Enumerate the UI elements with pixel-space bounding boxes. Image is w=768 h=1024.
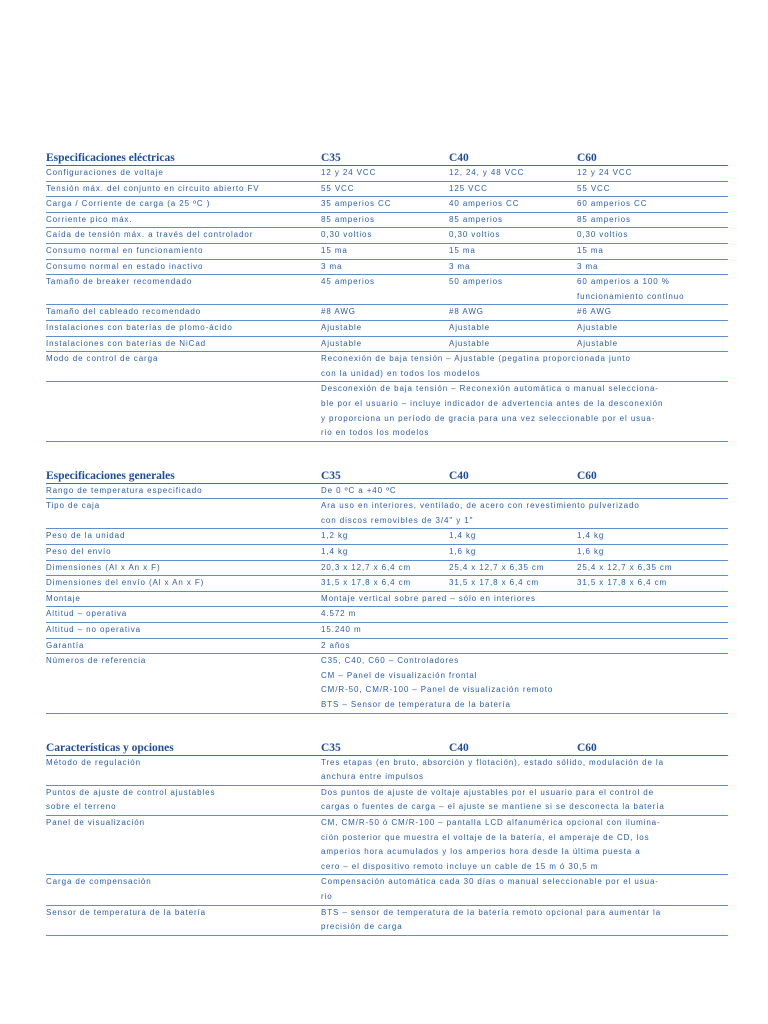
cell-line: Dos puntos de ajuste de voltaje ajustables por el usuario para el control de (321, 787, 655, 797)
cell-line: rio en todos los modelos (321, 428, 430, 438)
cell-line: CM/R-50, CM/R-100 – Panel de visualización remoto (321, 685, 554, 695)
spec-value (321, 654, 728, 712)
spec-value (321, 607, 728, 622)
cell-line: 12 y 24 VCC (577, 168, 633, 177)
spec-value (321, 756, 728, 785)
cell-line: 15.240 m (321, 625, 362, 635)
cell-line: 2 años (321, 640, 351, 650)
cell-line: 1,4 kg (577, 531, 605, 541)
spec-value (321, 786, 728, 815)
spec-row (46, 592, 728, 608)
cell-line: cero – el dispositivo remoto incluye un cable de 15 m ó 30,5 m (321, 861, 599, 871)
spec-value (321, 321, 449, 336)
spec-value (577, 182, 728, 197)
cell-line: 15 ma (449, 245, 476, 255)
spec-value (321, 576, 449, 591)
spec-row (46, 529, 728, 545)
cell-line: 15 ma (577, 245, 604, 255)
spec-value (577, 244, 728, 259)
cell-line: funcionamiento continuo (577, 291, 685, 301)
section-header (46, 148, 728, 166)
spec-row (46, 166, 728, 182)
spec-value (321, 352, 728, 381)
spec-row (46, 382, 728, 441)
spec-value (577, 166, 728, 181)
model-heading: C40 (449, 152, 469, 164)
cell-line: 0,30 voltios (577, 230, 629, 240)
spec-row (46, 623, 728, 639)
cell-line: BTS – sensor de temperatura de la batería remoto opcional para aumentar la (321, 907, 662, 917)
spec-value (321, 875, 728, 904)
cell-line: 60 amperios CC (577, 199, 648, 209)
spec-row (46, 607, 728, 623)
spec-value (449, 228, 577, 243)
cell-line: Compensación automática cada 30 días o manual seleccionable por el usua- (321, 877, 659, 887)
spec-label: Tamaño de breaker recomendado (46, 277, 193, 287)
spec-value (321, 244, 449, 259)
cell-line: Ajustable (577, 322, 619, 332)
cell-line: 12, 24, y 48 VCC (449, 168, 525, 177)
spec-value (321, 197, 449, 212)
model-heading: C60 (577, 469, 597, 482)
spec-row (46, 816, 728, 875)
spec-row (46, 756, 728, 786)
spec-value (577, 529, 728, 544)
spec-value (449, 337, 577, 352)
spec-label: Tensión máx. del conjunto en circuito abierto FV (46, 183, 260, 193)
cell-line: 1,4 kg (449, 531, 477, 541)
spec-value (321, 305, 449, 320)
spec-value (321, 623, 728, 638)
spec-value (577, 576, 728, 591)
spec-row (46, 906, 728, 936)
spec-label: Carga / Corriente de carga (a 25 ºC ) (46, 199, 211, 209)
cell-line: #8 AWG (321, 307, 356, 317)
cell-line: Ajustable (449, 322, 491, 332)
spec-value (321, 337, 449, 352)
spec-value (449, 545, 577, 560)
spec-label: Sensor de temperatura de la batería (46, 907, 207, 917)
section-caracteristicas (46, 738, 728, 936)
spec-value (449, 321, 577, 336)
spec-label (46, 786, 321, 815)
spec-value (321, 275, 449, 304)
spec-value (577, 321, 728, 336)
spec-value (449, 275, 577, 304)
cell-line: 3 ma (449, 261, 471, 271)
spec-row (46, 321, 728, 337)
spec-label: Tipo de caja (46, 501, 101, 511)
section-title: Características y opciones (46, 741, 174, 754)
cell-line: rio (321, 891, 333, 901)
cell-line: CM – Panel de visualización frontal (321, 670, 478, 680)
spec-label: Panel de visualización (46, 817, 145, 827)
spec-sheet (46, 148, 728, 936)
spec-value (577, 337, 728, 352)
spec-label: Altitud – no operativa (46, 625, 141, 635)
spec-row (46, 352, 728, 382)
spec-row (46, 228, 728, 244)
cell-line: 0,30 voltios (449, 230, 501, 240)
spec-row (46, 244, 728, 260)
spec-value (577, 305, 728, 320)
spec-value (449, 576, 577, 591)
spec-value (321, 545, 449, 560)
cell-line: Reconexión de baja tensión – Ajustable (pegatina proporcionada junto (321, 354, 631, 364)
cell-line: sobre el terreno (46, 802, 117, 812)
model-heading: C35 (321, 469, 341, 482)
spec-row (46, 786, 728, 816)
spec-label: Método de regulación (46, 757, 141, 767)
spec-value (321, 906, 728, 935)
cell-line: #8 AWG (449, 307, 484, 317)
spec-value (321, 182, 449, 197)
section-header (46, 738, 728, 756)
spec-label: Consumo normal en estado inactivo (46, 261, 204, 271)
spec-row (46, 561, 728, 577)
cell-line: 85 amperios (449, 214, 503, 224)
cell-line: Ajustable (449, 338, 491, 348)
cell-line: Desconexión de baja tensión – Reconexión automática o manual selecciona- (321, 384, 659, 394)
spec-label: Consumo normal en funcionamiento (46, 245, 204, 255)
spec-row (46, 499, 728, 529)
section-title: Especificaciones eléctricas (46, 152, 175, 164)
model-heading: C40 (449, 741, 469, 754)
spec-label: Peso del envío (46, 547, 112, 557)
spec-value (577, 260, 728, 275)
spec-row (46, 654, 728, 713)
spec-value (321, 529, 449, 544)
spec-value (577, 275, 728, 304)
cell-line: 1,2 kg (321, 531, 349, 541)
cell-line: 60 amperios a 100 % (577, 277, 670, 287)
spec-value (449, 529, 577, 544)
spec-label: Dimensiones del envío (Al x An x F) (46, 578, 205, 588)
cell-line: #6 AWG (577, 307, 612, 317)
spec-value (321, 484, 728, 499)
cell-line: Tres etapas (en bruto, absorción y flotación), estado sólido, modulación de la (321, 757, 664, 767)
model-heading: C60 (577, 152, 597, 164)
spec-label: Números de referencia (46, 656, 147, 666)
section-generales (46, 466, 728, 714)
cell-line: con discos removibles de 3/4" y 1" (321, 515, 474, 525)
cell-line: 31,5 x 17,8 x 6,4 cm (321, 578, 412, 588)
spec-value (321, 228, 449, 243)
cell-line: 55 VCC (321, 183, 355, 193)
cell-line: 85 amperios (577, 214, 631, 224)
cell-line: precisión de carga (321, 922, 403, 932)
cell-line: Ajustable (577, 338, 619, 348)
cell-line: Ajustable (321, 322, 363, 332)
spec-value (577, 197, 728, 212)
spec-value (321, 166, 449, 181)
spec-row (46, 275, 728, 305)
spec-label: Tamaño del cableado recomendado (46, 307, 202, 317)
spec-row (46, 639, 728, 655)
spec-value (321, 213, 449, 228)
cell-line: 31,5 x 17,8 x 6,4 cm (449, 578, 540, 588)
cell-line: 85 amperios (321, 214, 375, 224)
spec-label: Caída de tensión máx. a través del controlador (46, 230, 254, 240)
cell-line: ción posterior que muestra el voltaje de la batería, el amperaje de CD, los (321, 832, 650, 842)
cell-line: ble por el usuario – incluye indicador de advertencia antes de la desconexión (321, 398, 664, 408)
spec-row (46, 213, 728, 229)
spec-label: Rango de temperatura especificado (46, 485, 203, 495)
cell-line: anchura entre impulsos (321, 772, 424, 782)
spec-value (577, 561, 728, 576)
spec-value (577, 213, 728, 228)
spec-label: Altitud – operativa (46, 609, 128, 619)
cell-line: 1,4 kg (321, 547, 349, 557)
spec-label: Instalaciones con baterías de NiCad (46, 338, 207, 348)
cell-line: 25,4 x 12,7 x 6,35 cm (449, 562, 545, 572)
cell-line: 1,6 kg (449, 547, 477, 557)
cell-line: con la unidad) en todos los modelos (321, 368, 481, 378)
model-heading: C40 (449, 469, 469, 482)
spec-label: Garantía (46, 640, 85, 650)
model-heading: C60 (577, 741, 597, 754)
spec-value (449, 166, 577, 181)
cell-line: 1,6 kg (577, 547, 605, 557)
spec-label: Configuraciones de voltaje (46, 168, 164, 177)
cell-line: 4.572 m (321, 609, 357, 619)
section-electricas (46, 148, 728, 442)
cell-line: C35, C40, C60 – Controladores (321, 656, 460, 666)
cell-line: 125 VCC (449, 183, 488, 193)
cell-line: amperios hora acumulados y los amperios hora desde la última puesta a (321, 847, 641, 857)
cell-line: Puntos de ajuste de control ajustables (46, 787, 216, 797)
spec-value (321, 499, 728, 528)
spec-label: Corriente pico máx. (46, 214, 133, 224)
spec-label: Modo de control de carga (46, 354, 159, 364)
spec-row (46, 545, 728, 561)
spec-value (449, 260, 577, 275)
spec-row (46, 484, 728, 500)
cell-line: 15 ma (321, 245, 348, 255)
spec-value (321, 639, 728, 654)
spec-label: Instalaciones con baterías de plomo-ácido (46, 322, 233, 332)
spec-label: Dimensiones (Al x An x F) (46, 562, 161, 572)
spec-row (46, 182, 728, 198)
cell-line: BTS – Sensor de temperatura de la batería (321, 700, 511, 709)
spec-row (46, 305, 728, 321)
cell-line: 55 VCC (577, 183, 611, 193)
spec-value (321, 592, 728, 607)
spec-value (321, 382, 728, 440)
spec-value (577, 228, 728, 243)
cell-line: 50 amperios (449, 277, 503, 287)
spec-value (449, 213, 577, 228)
spec-row (46, 260, 728, 276)
cell-line: y proporciona un período de gracia para una vez seleccionable por el usua- (321, 413, 656, 423)
spec-label (46, 382, 321, 440)
spec-value (449, 182, 577, 197)
cell-line: De 0 ºC a +40 ºC (321, 485, 397, 495)
spec-label: Peso de la unidad (46, 531, 126, 541)
spec-value (577, 545, 728, 560)
cell-line: Montaje vertical sobre pared – sólo en interiores (321, 593, 536, 603)
spec-value (449, 197, 577, 212)
spec-row (46, 576, 728, 592)
spec-value (449, 561, 577, 576)
cell-line: 31,5 x 17,8 x 6,4 cm (577, 578, 668, 588)
spec-value (321, 816, 728, 874)
section-title: Especificaciones generales (46, 469, 175, 482)
cell-line: cargas o fuentes de carga – el ajuste se mantiene si se desconecta la batería (321, 802, 665, 812)
cell-line: Ara uso en interiores, ventilado, de acero con revestimiento pulverizado (321, 501, 640, 511)
cell-line: 3 ma (321, 261, 343, 271)
cell-line: 20,3 x 12,7 x 6,4 cm (321, 562, 412, 572)
spec-row (46, 875, 728, 905)
cell-line: CM, CM/R-50 ó CM/R-100 – pantalla LCD alfanumérica opcional con ilumina- (321, 817, 661, 827)
cell-line: 35 amperios CC (321, 199, 392, 209)
section-header (46, 466, 728, 484)
spec-label: Carga de compensación (46, 877, 152, 887)
cell-line: Ajustable (321, 338, 363, 348)
model-heading: C35 (321, 152, 341, 164)
model-heading: C35 (321, 741, 341, 754)
spec-label: Montaje (46, 593, 81, 603)
cell-line: 25,4 x 12,7 x 6,35 cm (577, 562, 673, 572)
spec-value (321, 561, 449, 576)
cell-line: 0,30 voltios (321, 230, 373, 240)
spec-row (46, 337, 728, 353)
cell-line: 45 amperios (321, 277, 375, 287)
spec-value (449, 244, 577, 259)
spec-value (449, 305, 577, 320)
cell-line: 3 ma (577, 261, 599, 271)
cell-line: 40 amperios CC (449, 199, 520, 209)
spec-value (321, 260, 449, 275)
spec-row (46, 197, 728, 213)
cell-line: 12 y 24 VCC (321, 168, 377, 177)
